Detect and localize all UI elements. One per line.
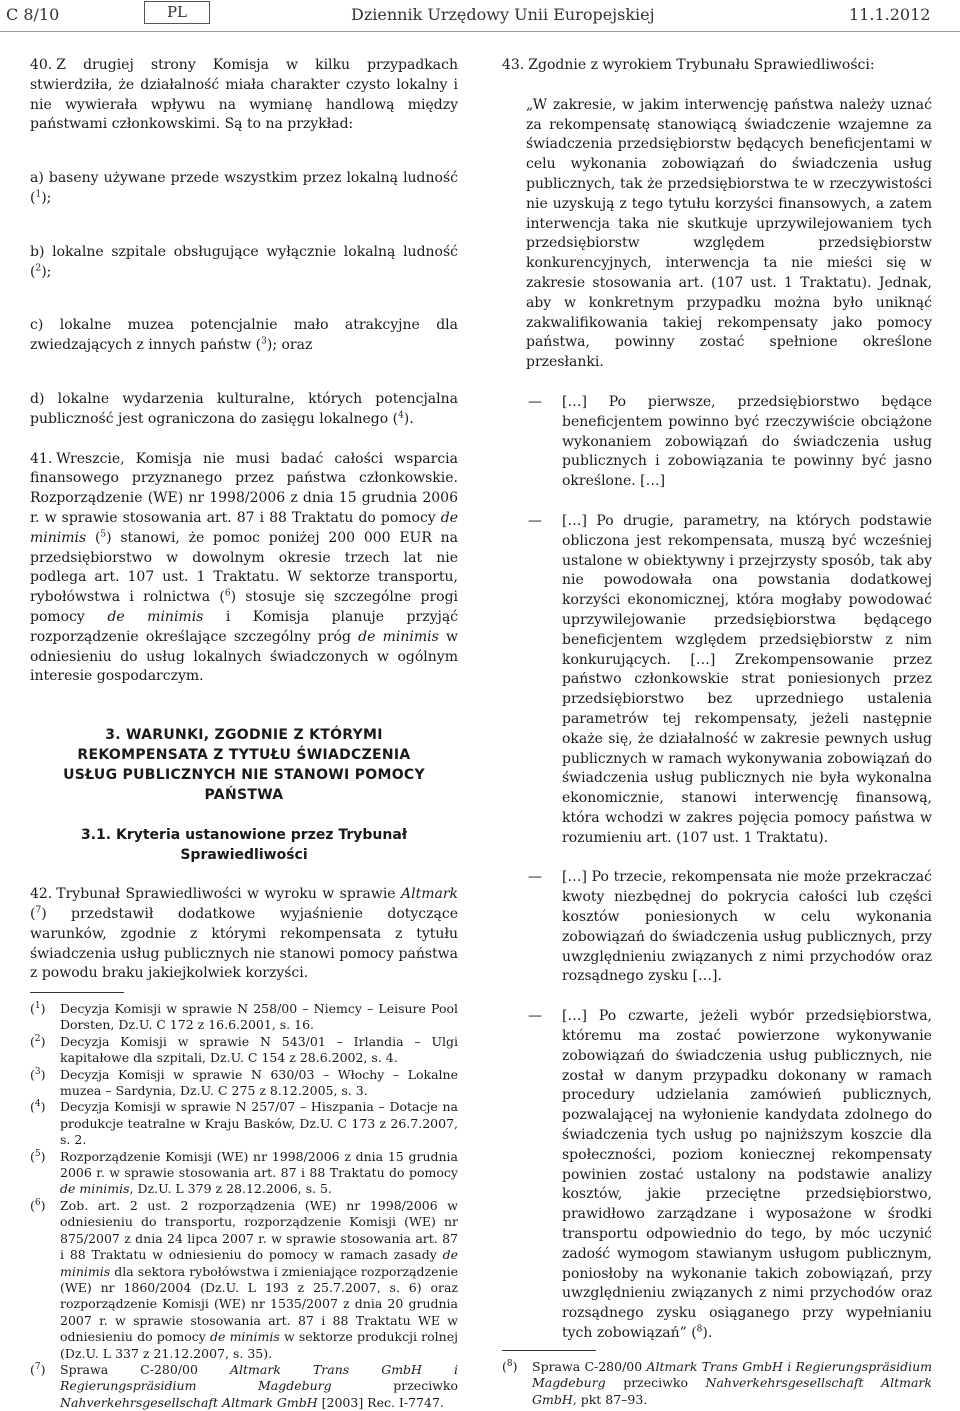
right-column <box>502 56 932 1344</box>
footnote-number: 6 <box>34 1197 41 1208</box>
italic-term: Altmark Trans GmbH i Regierungspräsidium Magdeburg <box>60 1361 458 1394</box>
footnote-5 <box>30 1149 458 1198</box>
footnote-text: Rozporządzenie Komisji (WE) nr 1998/2006 z dnia 15 grudnia 2006 r. w sprawie stosowania art. 87 i 88 Traktatu do pomocy <box>60 1148 458 1181</box>
italic-term: Nahverkehrsgesellschaft Altmark GmbH <box>532 1375 932 1407</box>
footnote-ref[interactable]: 7 <box>35 905 42 916</box>
footnotes-left <box>30 992 458 1411</box>
section-3-1-heading: 3.1. Kryteria ustanowione przez Trybunał Sprawiedliwości <box>80 827 408 864</box>
paragraph-number: 42. <box>30 886 53 903</box>
dash-marker: — <box>528 512 542 529</box>
list-text: lokalne muzea potencjalnie mało atrakcyjne dla zwiedzających z innych państw ( <box>30 317 458 354</box>
list-text-end: ); <box>41 189 52 206</box>
list-label: d) <box>30 390 45 407</box>
paragraph-text: w odniesieniu do usług lokalnych świadczonych w ogólnym interesie gospodarczym. <box>30 628 458 685</box>
quote-condition-3 <box>502 868 932 987</box>
footnote-1 <box>30 1001 458 1034</box>
footnote-2 <box>30 1034 458 1067</box>
paragraph-text: Trybunał Sprawiedliwości w wyroku w sprawie <box>56 886 401 903</box>
footnote-text: Sprawa C-280/00 <box>532 1359 647 1374</box>
paragraph-text: Wreszcie, Komisja nie musi badać całości wsparcia finansowego przyznanego przez państwa członkowskie. Rozporządzenie (WE) nr 1998/2006 z dnia 15 grudnia 2006 r. w sprawie stosowania art. 87 i 88 Traktatu do pomocy <box>30 450 458 526</box>
quote-condition-1 <box>502 393 932 492</box>
paragraph-text: ) stosuje się szczególne progi pomocy <box>30 589 459 625</box>
footnote-text: [2003] Rec. I-7747. <box>317 1394 444 1410</box>
footnote-mark: ($^4$) <box>30 1099 46 1115</box>
list-text: lokalne wydarzenia kulturalne, których potencjalna publiczność jest ograniczona do zasięgu lokalnego ( <box>30 390 458 427</box>
paragraph-text: stanowi, że pomoc poniżej 200 000 EUR na przedsiębiorstwo w dowolnym okresie trzech lat nie podlega art. 107 ust. 1 Traktatu. W sektorze transportu, rybołówstwa i rolnictwa ( <box>30 529 458 606</box>
list-item-d <box>30 390 458 430</box>
condition-text: […] Po trzecie, rekompensata nie może przekraczać kwoty niezbędnej do pokrycia całości lub części kosztów poniesionych w celu wykonania zobowiązań do świadczenia usług publicznych, przy uwzględnieniu związanych z nimi przychodów oraz rozsądnego zysku […]. <box>562 869 932 985</box>
list-label: c) <box>30 317 44 334</box>
footnote-text: Decyzja Komisji w sprawie N 630/03 – Włochy – Lokalne muzea – Sardynia, Dz.U. C 275 z 8.12.2005, s. 3. <box>60 1066 458 1099</box>
publication-date: 11.1.2012 <box>849 5 931 24</box>
page-number: C 8/10 <box>6 5 60 24</box>
footnote-text: Sprawa C-280/00 <box>60 1361 230 1377</box>
condition-text: […] Po drugie, parametry, na których podstawie obliczona jest rekompensata, muszą być wcześniej ustalone w obiektywny i przejrzysty sposób, tak aby nie powodowała ona powstania dodatkowej korzyści ekonomicznej, która mogłaby powodować uprzywilejowanie przedsiębiorstwa będącego beneficjentem względem przedsiębiorstw z nim konkurujących. […] Zrekompensowanie przez państwo członkowskie strat poniesionych przez przedsiębiorstwo bez uprzedniego ustalenia parametrów tej rekompensaty, jeżeli następnie okaże się, że działalność w zakresie pewnych usług publicznych w ramach wykonywania zobowiązań do świadczenia usług publicznych nie była wykonalna ekonomicznie, stanowi interwencję finansową, która wchodzi w zakres pojęcia pomocy państwa w rozumieniu art. (107 ust. 1 Traktatu). <box>562 512 932 846</box>
paragraph-40 <box>30 56 458 135</box>
footnote-text: przeciwko <box>331 1378 458 1394</box>
paragraph-number: 40. <box>30 57 53 73</box>
condition-text-end: ). <box>702 1325 713 1342</box>
list-item-c <box>30 316 458 356</box>
footnote-7 <box>30 1362 458 1411</box>
quote-condition-4 <box>502 1007 932 1344</box>
footnote-ref[interactable]: 4 <box>398 410 404 421</box>
dash-marker: — <box>528 393 542 410</box>
footnote-divider <box>502 1350 596 1351</box>
italic-term: Altmark Trans GmbH i Regierungspräsidium Magdeburg <box>532 1359 932 1391</box>
footnote-text: przeciwko <box>605 1375 706 1391</box>
list-text: baseny używane przede wszystkim przez lokalną ludność ( <box>30 170 458 206</box>
footnote-text: w sektorze produkcji rolnej (Dz.U. L 337 z 21.12.2007, s. 35). <box>60 1329 458 1361</box>
footnote-mark: ($^8$) <box>502 1358 518 1374</box>
footnote-text: , Dz.U. L 379 z 28.12.2006, s. 5. <box>129 1181 332 1197</box>
footnote-ref[interactable]: 6 <box>224 588 231 599</box>
paragraph-text: i Komisja planuje przyjąć rozporządzenie określające szczególny próg <box>30 608 459 645</box>
section-3-heading: 3. WARUNKI, ZGODNIE Z KTÓRYMI REKOMPENSATA Z TYTUŁU ŚWIADCZENIA USŁUG PUBLICZNYCH NIE STANOWI POMOCY PAŃSTWA <box>63 727 425 804</box>
footnote-ref[interactable]: 1 <box>35 189 42 200</box>
list-text: lokalne szpitale obsługujące wyłącznie lokalną ludność ( <box>30 243 458 280</box>
italic-term: de minimis <box>60 1247 458 1279</box>
italic-term: de minimis <box>60 1181 130 1197</box>
paragraph-43 <box>502 56 932 76</box>
footnote-ref[interactable]: 8 <box>696 1324 703 1335</box>
italic-term: de minimis <box>107 608 204 625</box>
footnote-mark: ($^7$) <box>30 1361 46 1377</box>
footnote-number: 3 <box>34 1066 41 1077</box>
list-label: a) <box>30 170 44 187</box>
footnote-number: 5 <box>34 1148 41 1159</box>
footnote-mark: ($^2$) <box>30 1033 46 1049</box>
footnote-number: 8 <box>506 1358 513 1369</box>
dash-marker: — <box>528 1008 542 1025</box>
footnote-text: Decyzja Komisji w sprawie N 543/01 – Irlandia – Ulgi kapitałowe dla szpitali, Dz.U. C 154 z 28.6.2002, s. 4. <box>60 1033 458 1066</box>
quote-condition-2 <box>502 512 932 849</box>
footnote-text: Decyzja Komisji w sprawie N 257/07 – Hiszpania – Dotacje na produkcje teatralne w Kraju Basków, Dz.U. C 173 z 26.7.2007, s. 2. <box>60 1099 458 1148</box>
paragraph-text: Z drugiej strony Komisja w kilku przypadkach stwierdziła, że działalność miała charakter czysto lokalny i nie wywierała wpływu na wymianę handlową między państwami członkowskimi. Są to na przykład: <box>30 57 458 133</box>
paragraph-number: 43. <box>502 57 525 73</box>
footnote-8 <box>502 1359 932 1408</box>
footnote-ref[interactable]: 5 <box>100 529 107 540</box>
paragraph-42: 42. Trybunał Sprawiedliwości w wyroku w sprawie Altmark ($^7$) przedstawił dodatkowe wyjaśnienie dotyczące warunków, zgodnie z którymi rekompensata z tytułu świadczenia usług publicznych nie stanowi pomocy państwa z powodu braku jakiejkolwiek korzyści. <box>30 886 458 982</box>
footnote-4 <box>30 1099 458 1148</box>
footnote-6 <box>30 1198 458 1362</box>
footnote-ref[interactable]: 3 <box>261 336 267 347</box>
italic-term: Nahverkehrsgesellschaft Altmark GmbH <box>60 1394 318 1410</box>
paragraph-text: przedstawił dodatkowe wyjaśnienie dotyczące warunków, zgodnie z którymi rekompensata z tytułu świadczenia usług publicznych nie stanowi pomocy państwa z powodu braku jakiejkolwiek korzyści. <box>30 905 458 982</box>
list-text-end: ); <box>41 263 52 280</box>
journal-title: Dziennik Urzędowy Unii Europejskiej <box>351 5 655 24</box>
header-divider <box>0 31 960 32</box>
footnotes-right <box>502 1350 932 1408</box>
list-item-b <box>30 243 458 283</box>
footnote-mark: ($^5$) <box>30 1148 46 1164</box>
language-badge: PL <box>144 1 210 24</box>
footnote-number: 2 <box>34 1033 41 1044</box>
page-header <box>0 0 960 40</box>
left-column <box>30 56 458 984</box>
italic-term: de minimis <box>30 509 458 546</box>
paragraph-text: Zgodnie z wyrokiem Trybunału Sprawiedliwości: <box>528 57 875 73</box>
footnote-text: dla sektora rybołówstwa i zmieniające rozporządzenie (WE) nr 1860/2004 (Dz.U. L 193 z 25.7.2007, s. 6) oraz rozporządzenie Komisji (WE) nr 1535/2007 z dnia 20 grudnia 2007 r. w sprawie stosowania art. 87 i 88 Traktatu WE w odniesieniu do pomocy <box>60 1263 458 1345</box>
footnote-text: , pkt 87–93. <box>572 1391 648 1407</box>
condition-text: […] Po pierwsze, przedsiębiorstwo będące beneficjentem powinno być rzeczywiście obciążone wykonaniem zobowiązań do świadczenia usług publicznych i zobowiązania te powinny być jasno określone. […] <box>562 393 932 490</box>
condition-text: […] Po czwarte, jeżeli wybór przedsiębiorstwa, któremu ma zostać powierzone wykonywanie zobowiązań do świadczenia usług publicznych, nie został w danym przypadku dokonany w ramach procedury udzielania zamówień publicznych, pozwalającej na wyłonienie kandydata zdolnego do świadczenia tych usług po najniższym koszcie dla społeczności, poziom koniecznej rekompensaty powinien zostać ustalony na podstawie analizy kosztów, jakie przeciętne przedsiębiorstwo, prawidłowo zarządzane i wyposażone w środki transportu odpowiednio do tego, by móc uczynić zadość wymogom stawianym usługom publicznym, poniosłoby na wykonanie takich zobowiązań, przy uwzględnieniu związanych z nimi przychodów oraz rozsądnego zysku osiąganego przy wypełnianiu tych zobowiązań” ( <box>562 1008 932 1342</box>
court-quote: „W zakresie, w jakim interwencję państwa należy uznać za rekompensatę stanowiącą świadczenie wzajemne za świadczenia przedsiębiorstw będących beneficjentami w celu wykonania zobowiązań do świadczenia usług publicznych, tak że przedsiębiorstwa te w rzeczywistości nie uzyskują z tego tytułu korzyści finansowych, a zatem interwencja taka nie skutkuje uprzywilejowaniem tych przedsiębiorstw względem przedsiębiorstw konkurencyjnych, interwencja ta nie mieści się w zakresie stosowania art. (107 ust. 1 Traktatu). Jednak, aby w konkretnym przypadku można było uniknąć zakwalifikowania takiej rekompensaty jako pomocy państwa, powinny zostać spełnione określone przesłanki. <box>526 96 932 371</box>
footnote-3 <box>30 1067 458 1100</box>
italic-term: de minimis <box>358 628 439 645</box>
footnote-text: Decyzja Komisji w sprawie N 258/00 – Niemcy – Leisure Pool Dorsten, Dz.U. C 172 z 16.6.2001, s. 16. <box>60 1001 458 1033</box>
footnote-divider <box>30 992 124 993</box>
list-label: b) <box>30 243 45 260</box>
footnote-number: 4 <box>34 1099 41 1110</box>
footnote-number: 1 <box>34 1000 41 1011</box>
footnote-text: Zob. art. 2 ust. 2 rozporządzenia (WE) nr 1998/2006 w odniesieniu do transportu, rozporządzenie Komisji (WE) nr 875/2007 z dnia 24 lipca 2007 r. w sprawie stosowania art. 87 i 88 Traktatu w odniesieniu do pomocy w ramach zasady <box>60 1197 458 1263</box>
footnote-number: 7 <box>34 1361 41 1372</box>
list-text-end: ); oraz <box>266 337 313 354</box>
paragraph-41: 41. Wreszcie, Komisja nie musi badać całości wsparcia finansowego przyznanego przez państwa członkowskie. Rozporządzenie (WE) nr 1998/2006 z dnia 15 grudnia 2006 r. w sprawie stosowania art. 87 i 88 Traktatu do pomocy de minimis ($^5$) stanowi, że pomoc poniżej 200 000 EUR na przedsiębiorstwo w dowolnym okresie trzech lat nie podlega art. 107 ust. 1 Traktatu. W sektorze transportu, rybołówstwa i rolnictwa ($^6$) stosuje się szczególne progi pomocy de minimis i Komisja planuje przyjąć rozporządzenie określające szczególny próg de minimis w odniesieniu do usług lokalnych świadczonych w ogólnym interesie gospodarczym. <box>30 450 459 685</box>
italic-term: de minimis <box>209 1329 280 1345</box>
footnote-mark: ($^3$) <box>30 1066 46 1082</box>
list-item-a <box>30 169 458 209</box>
paragraph-number: 41. <box>30 450 53 467</box>
footnote-mark: ($^1$) <box>30 1000 46 1016</box>
footnote-mark: ($^6$) <box>30 1197 46 1213</box>
dash-marker: — <box>528 869 542 886</box>
footnote-ref[interactable]: 2 <box>35 262 42 273</box>
italic-term: Altmark <box>400 886 458 903</box>
list-text-end: ). <box>403 410 414 427</box>
